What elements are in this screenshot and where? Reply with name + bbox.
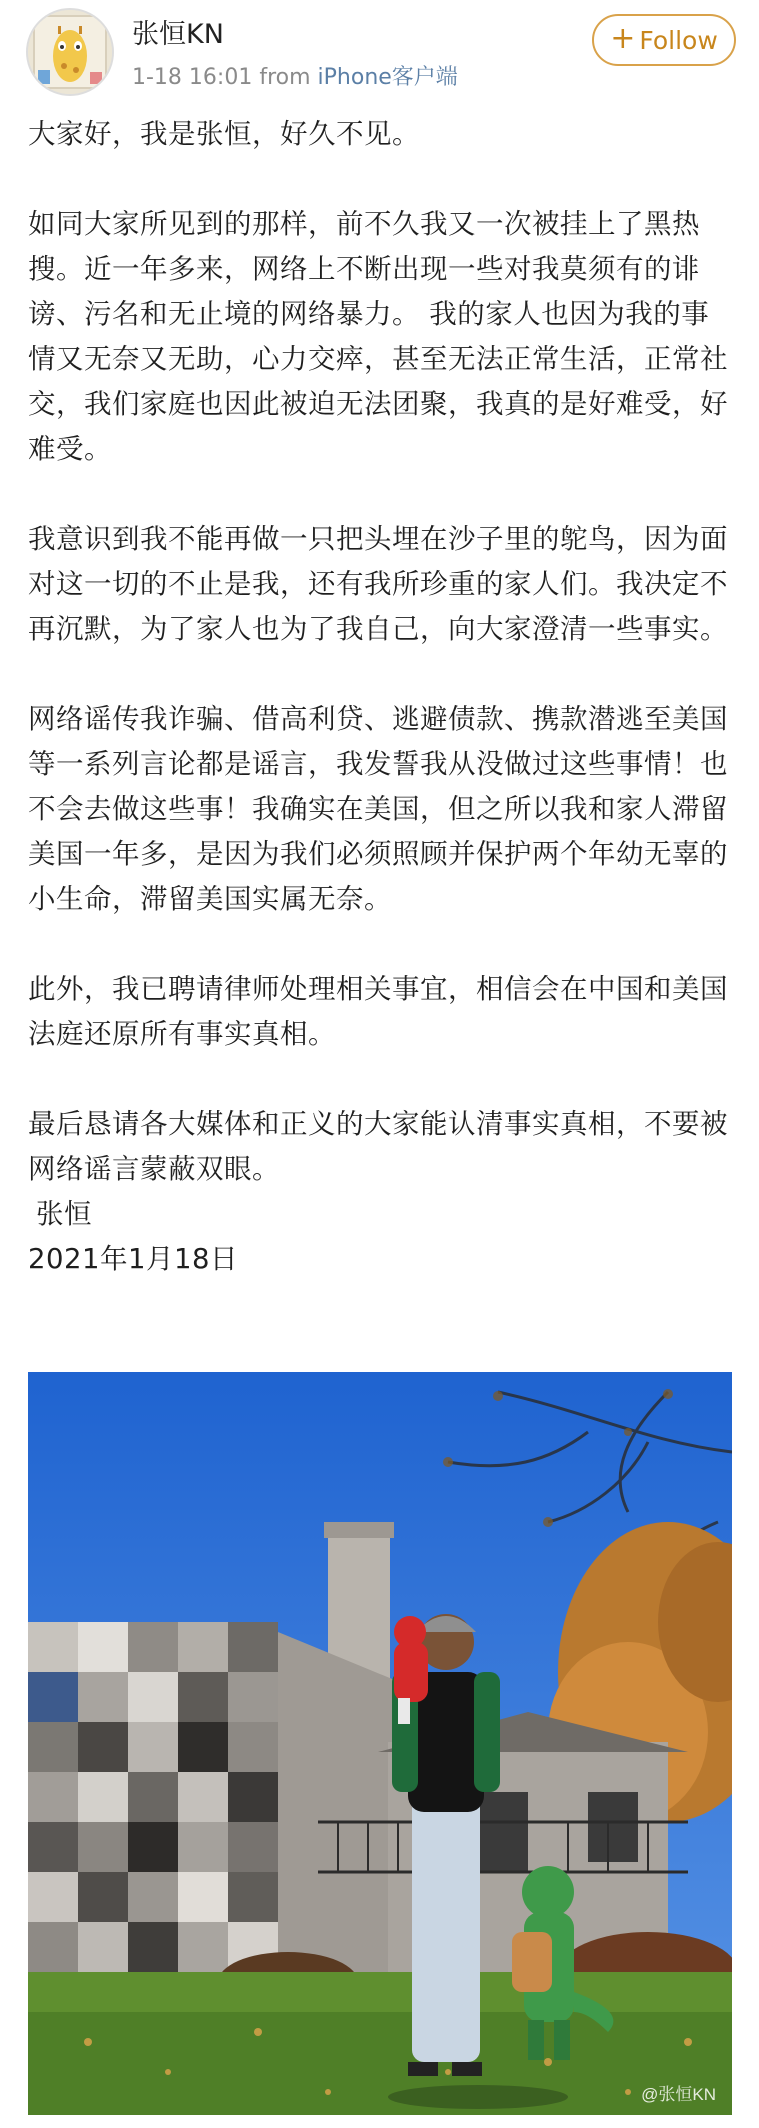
post-paragraph: 此外，我已聘请律师处理相关事宜，相信会在中国和美国法庭还原所有事实真相。 bbox=[28, 973, 728, 1050]
follow-label: Follow bbox=[639, 25, 718, 55]
source-prefix: from bbox=[259, 65, 311, 90]
post-meta bbox=[132, 60, 458, 91]
signature-name: 张恒 bbox=[36, 1198, 92, 1230]
follow-button[interactable] bbox=[592, 14, 736, 66]
watermark: @张恒KN bbox=[641, 2085, 716, 2104]
post-paragraph: 最后恳请各大媒体和正义的大家能认清事实真相，不要被网络谣言蒙蔽双眼。 bbox=[28, 1108, 728, 1185]
post-paragraph: 大家好，我是张恒，好久不见。 bbox=[28, 118, 420, 150]
post-paragraph: 如同大家所见到的那样，前不久我又一次被挂上了黑热搜。近一年多来，网络上不断出现一些对我莫须有的诽谤、污名和无止境的网络暴力。 我的家人也因为我的事情又无奈又无助，心力交瘁，甚至无法正常生活，正常社交，我们家庭也因此被迫无法团聚，我真的是好难受，好难受。 bbox=[28, 208, 728, 465]
signature-date: 2021年1月18日 bbox=[28, 1243, 238, 1275]
post-source[interactable]: iPhone客户端 bbox=[317, 65, 458, 90]
post-timestamp: 1-18 16:01 bbox=[132, 65, 253, 90]
post-paragraph: 网络谣传我诈骗、借高利贷、逃避债款、携款潜逃至美国等一系列言论都是谣言，我发誓我从没做过这些事情！也不会去做这些事！我确实在美国，但之所以我和家人滞留美国一年多，是因为我们必须照顾并保护两个年幼无辜的小生命，滞留美国实属无奈。 bbox=[28, 703, 728, 915]
username[interactable]: 张恒KN bbox=[132, 19, 224, 50]
post-photo[interactable] bbox=[28, 1372, 732, 2115]
post-body bbox=[28, 112, 732, 1282]
avatar[interactable] bbox=[26, 8, 114, 96]
plus-icon: + bbox=[610, 20, 636, 56]
post-paragraph: 我意识到我不能再做一只把头埋在沙子里的鸵鸟，因为面对这一切的不止是我，还有我所珍重的家人们。我决定不再沉默，为了家人也为了我自己，向大家澄清一些事实。 bbox=[28, 523, 728, 645]
giraffe-avatar-icon bbox=[28, 10, 112, 94]
photo-illustration bbox=[28, 1372, 732, 2115]
post-header bbox=[0, 0, 759, 120]
